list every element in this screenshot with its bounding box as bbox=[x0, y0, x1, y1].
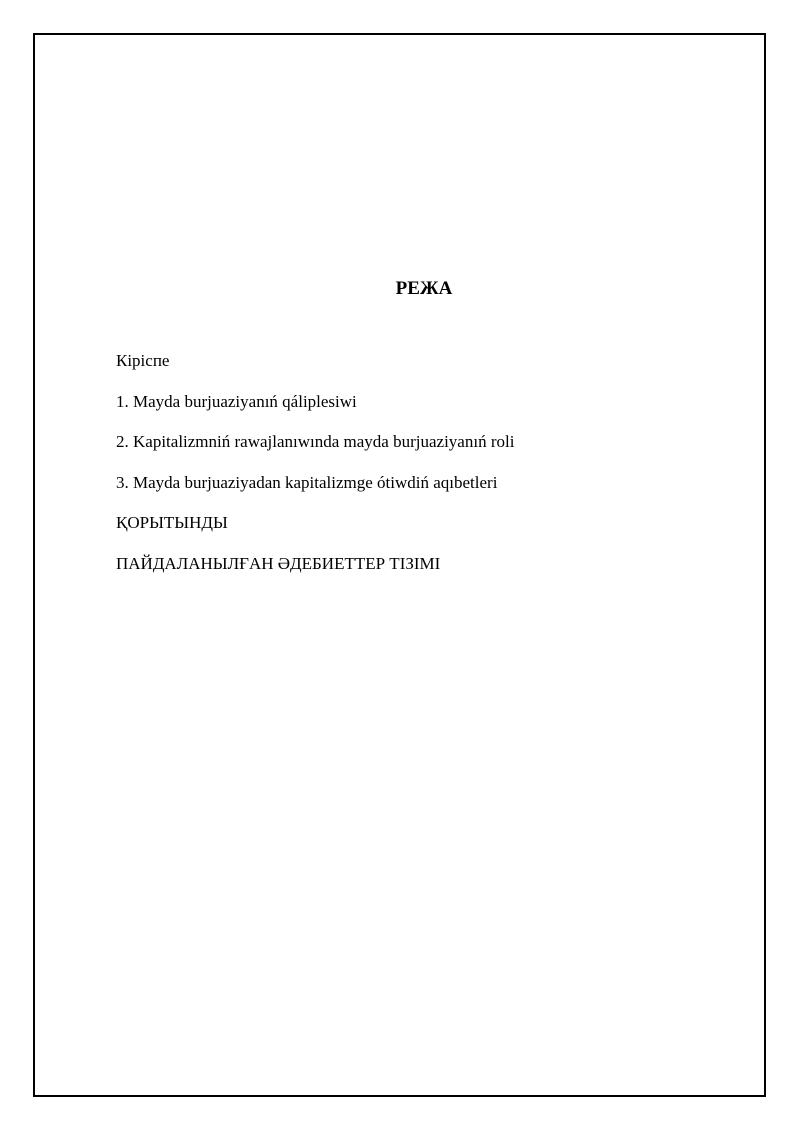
table-of-contents bbox=[116, 350, 514, 593]
toc-item-chapter-1: 1. Mayda burjuaziyanıń qáliplesiwi bbox=[116, 391, 357, 411]
document-title: РЕЖА bbox=[395, 278, 453, 299]
toc-item-conclusion: ҚОРЫТЫНДЫ bbox=[116, 513, 228, 532]
toc-item-references: ПАЙДАЛАНЫЛҒАН ӘДЕБИЕТТЕР ТIЗIМI bbox=[116, 553, 441, 573]
toc-item-chapter-3: 3. Mayda burjuaziyadan kapitalizmge ótiwdiń aqıbetleri bbox=[116, 472, 498, 492]
toc-item-chapter-2: 2. Kapitalizmniń rawajlanıwında mayda burjuaziyanıń roli bbox=[116, 432, 515, 451]
toc-item-introduction: Кiрiспе bbox=[116, 351, 170, 370]
